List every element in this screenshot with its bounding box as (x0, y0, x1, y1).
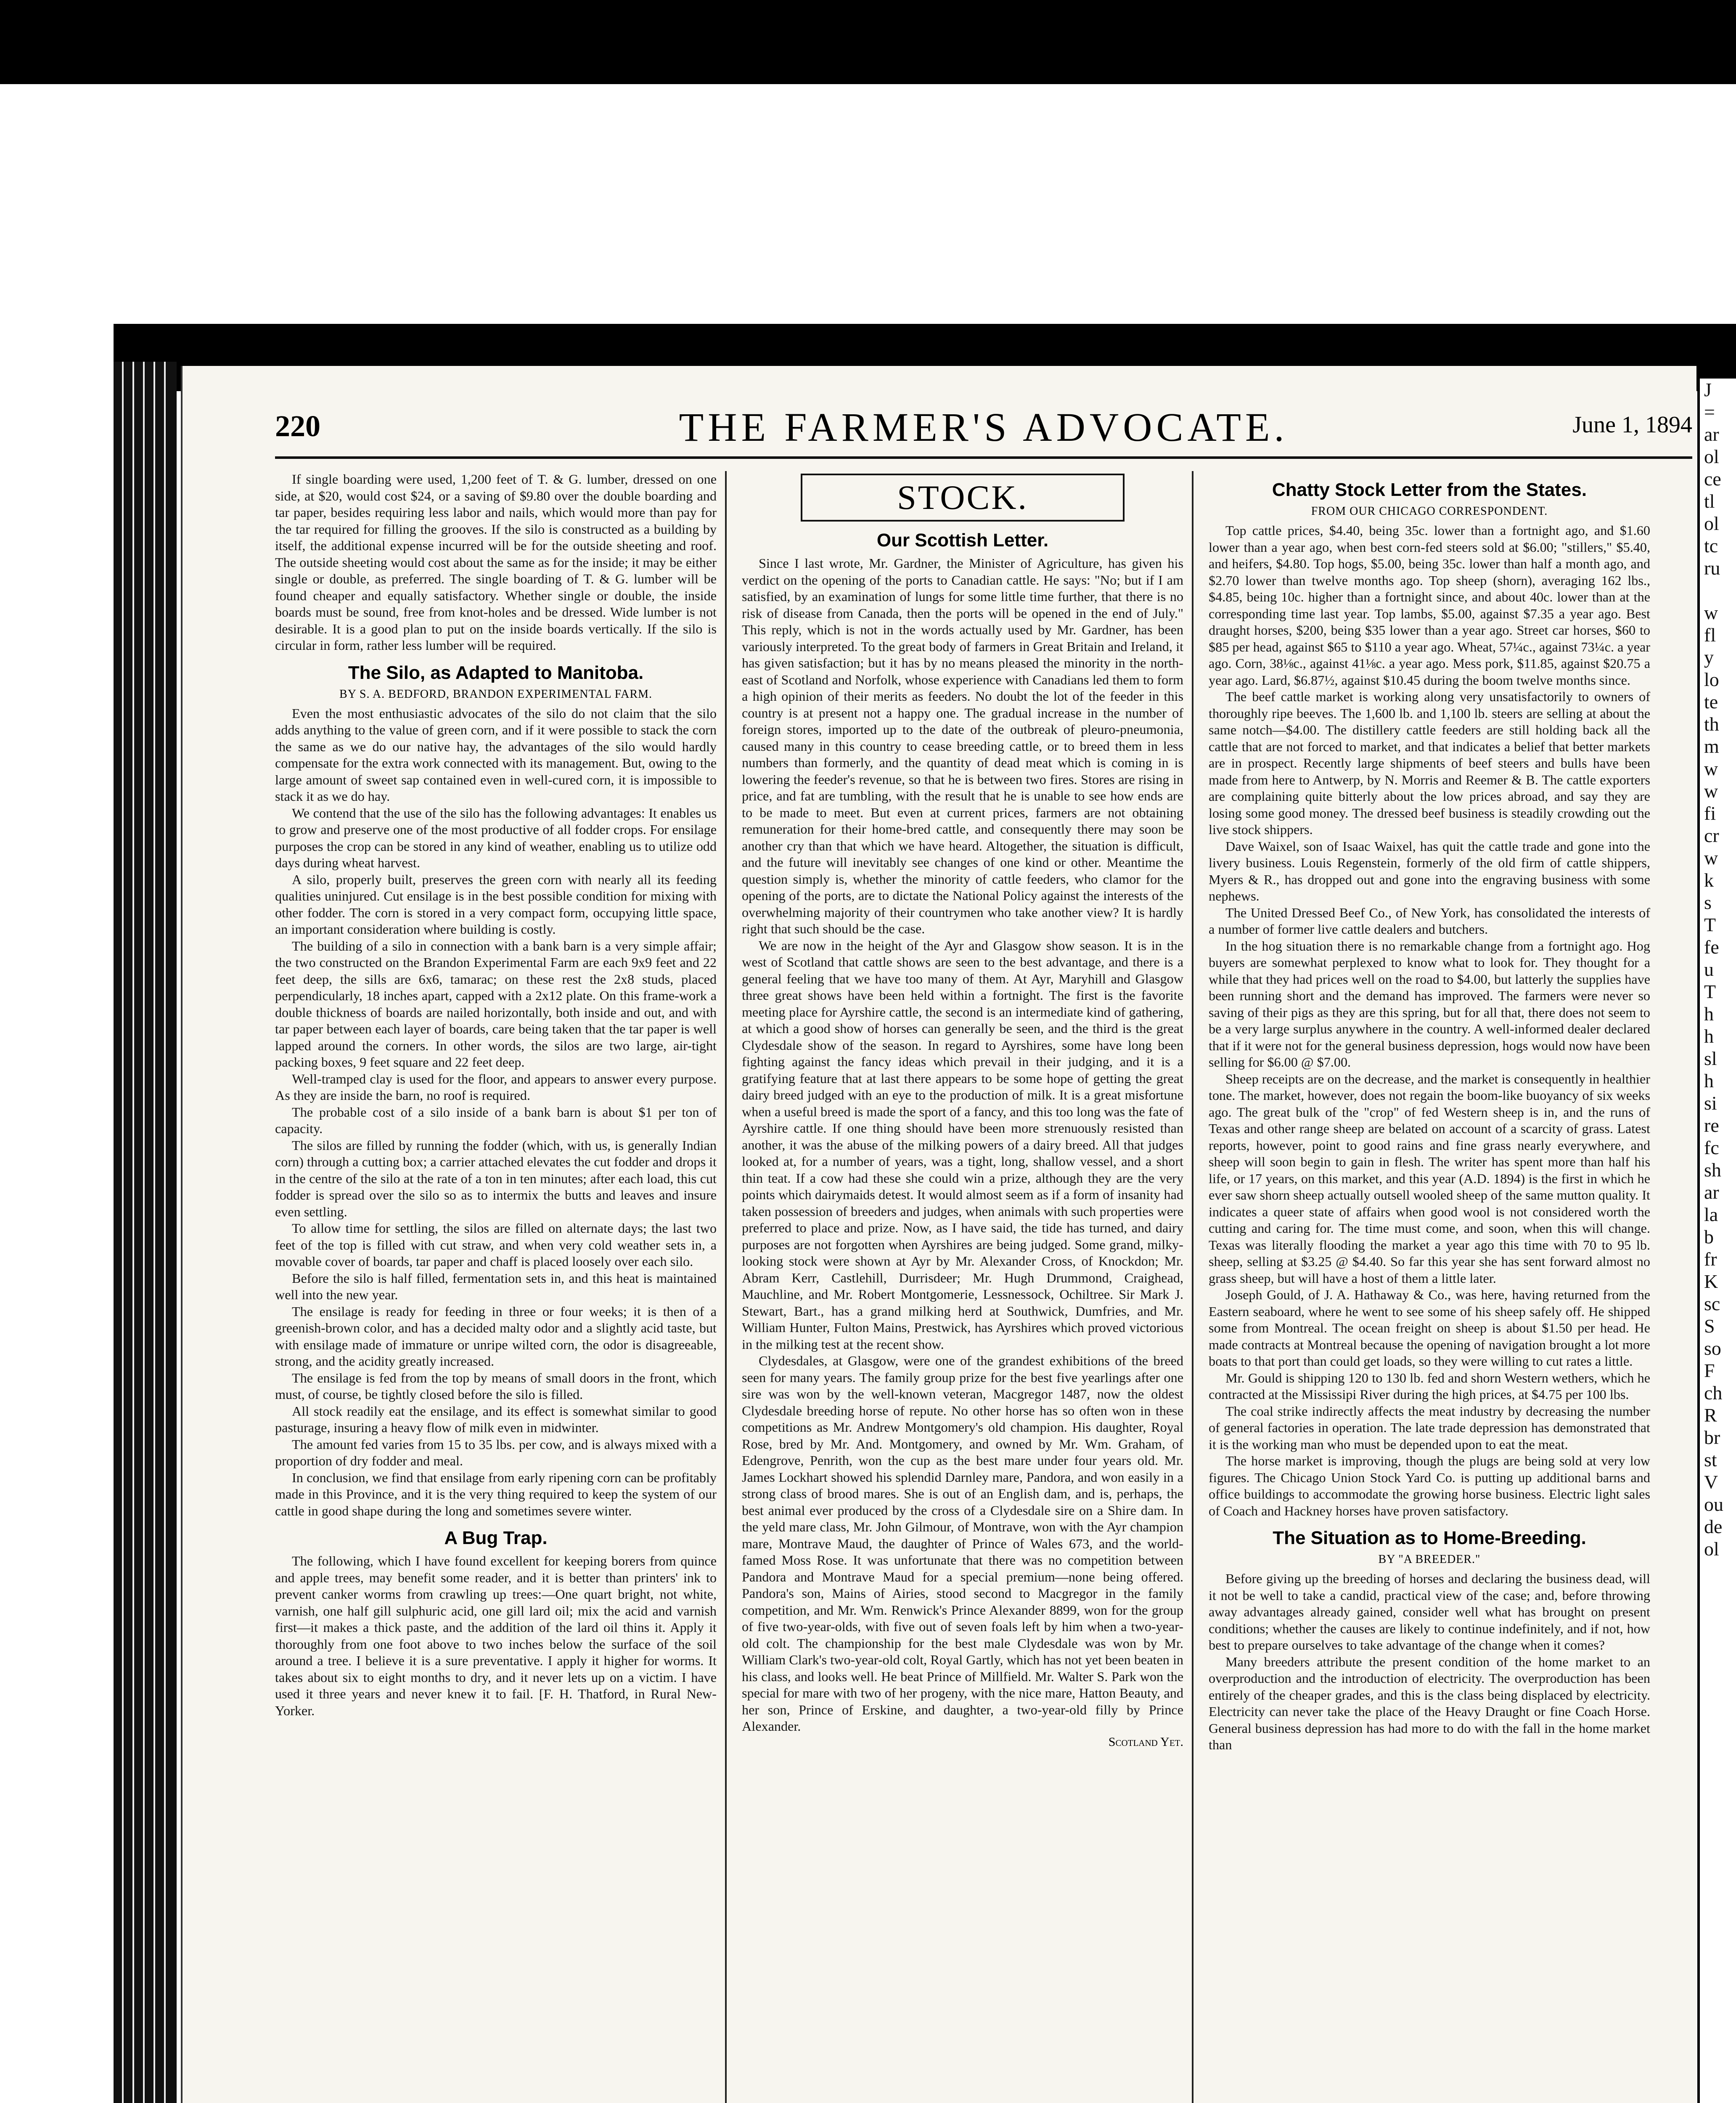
paragraph: Mr. Gould is shipping 120 to 130 lb. fed and shorn Western wethers, which he contracted at the Mississipi River during the high prices, at $4.75 per 100 lbs. (1209, 1370, 1650, 1402)
paragraph: In conclusion, we find that ensilage from early ripening corn can be profitably made in this Province, and it is the very thing required to keep the system of our cattle in good shape during the long and sometimes severe winter. (275, 1470, 717, 1518)
paragraph: Many breeders attribute the present condition of the home market to an overproduction and the introduction of electricity. The overproduction has been entirely of the cheaper grades, and this is the class being displaced by electricity. Electricity can never take the place of the Heavy Draught or fine Coach Horse. General business depression has had more to do with the fall in the home market than (1209, 1654, 1650, 1752)
paragraph: The probable cost of a silo inside of a bank barn is about $1 per ton of capacity. (275, 1104, 717, 1136)
paragraph: Well-tramped clay is used for the floor, and appears to answer every purpose. As they are inside the barn, no roof is required. (275, 1071, 717, 1103)
paragraph: The horse market is improving, though the plugs are being sold at very low figures. The Chicago Union Stock Yard Co. is putting up additional barns and office buildings to accommodate the growing horse business. Electric light sales of Coach and Hackney horses have proven satisfactory. (1209, 1453, 1650, 1518)
newspaper-page (181, 366, 1696, 2103)
article-heading: The Silo, as Adapted to Manitoba. (348, 662, 644, 683)
section-heading: STOCK. (801, 474, 1125, 522)
paragraph: The ensilage is ready for feeding in three or four weeks; it is then of a greenish-brown color, and has a decided malty odor and a slightly acid taste, but with ensilage made of immature or unripe wilted corn, the odor is disagreeable, strong, and the acidity greatly increased. (275, 1303, 717, 1369)
column-2 (742, 471, 1183, 2103)
article-heading: A Bug Trap. (444, 1528, 548, 1548)
paragraph: The silos are filled by running the fodder (which, with us, is generally Indian corn) through a cutting box; a carrier attached elevates the cut fodder and drops it in the centre of the silo at the rate of a ton in ten minutes; after each load, this cut fodder is spread over the silo so as to intermix the butts and leaves and insure even settling. (275, 1137, 717, 1219)
column-rule (725, 471, 727, 2103)
paragraph: If single boarding were used, 1,200 feet of T. & G. lumber, dressed on one side, at $20, would cost $24, or a saving of $9.80 over the double boarding and tar paper, besides requiring less labor and nails, which would more than pay for the tar required for filling the grooves. If the silo is constructed as a building by itself, the additional expense incurred will be for the outside sheeting and roof. The outside sheeting would cost about the same as for the inside; it may be either single or double, as preferred. The single boarding of T. & G. lumber will be found cheaper and equally satisfactory. Whether single or double, the inside boards must be sound, free from knot-holes and be dressed. Wide lumber is not desirable. It is a good plan to put on the inside boards vertically. If the silo is circular in form, rather less lumber will be required. (275, 471, 717, 653)
paragraph: Clydesdales, at Glasgow, were one of the grandest exhibitions of the breed seen for many years. The family group prize for the best five yearlings after one sire was won by the well-known veteran, Macgregor 1487, now the oldest Clydesdale breeding horse of repute. No other horse has so often won in these competitions as Mr. Andrew Montgomery's old champion. His daughter, Royal Rose, bred by Mr. And. Montgomery, and owned by Mr. Wm. Graham, of Edengrove, Penrith, won the cup as the best mare under four years old. Mr. James Lockhart showed his splendid Darnley mare, Pandora, and won easily in a strong class of brood mares. She is out of an English dam, and is, perhaps, the best animal ever produced by the cross of a Clydesdale sire on a Shire dam. In the yeld mare class, Mr. John Gilmour, of Montrave, won with the Ayr champion mare, Montrave Maud, the daughter of Prince of Wales 673, and the world-famed Moss Rose. It was unfortunate that there was no competition between Pandora and Montrave Maud for a special premium—none being offered. Pandora's son, Mains of Airies, stood second to Macgregor in the family competition, and Mr. Wm. Renwick's Prince Alexander 8899, won for the group of five two-year-olds, with five out of seven foals left by him when a two-year-old colt. The championship for the best male Clydesdale was won by Mr. William Clark's two-year-old colt, Royal Gartly, which has not yet been beaten in his class, and looks well. He beat Prince of Millfield. Mr. Walter S. Park won the special for mare with two of her progeny, with the nice mare, Hatton Beauty, and her son, Prince of Erskine, and daughter, a two-year-old filly by Prince Alexander. (742, 1353, 1183, 1734)
book-spine (114, 362, 177, 2103)
paragraph: The building of a silo in connection with a bank barn is a very simple affair; the two constructed on the Brandon Experimental Farm are each 9x9 feet and 22 feet deep, the sills are 6x6, tamarac; on these rest the 2x8 studs, placed perpendicularly, 18 inches apart, capped with a 2x12 plate. On this frame-work a double thickness of boards are nailed horizontally, both inside and out, and with tar paper between each layer of boards, care being taken that the tar paper is well lapped around the corners. In other words, the silos are two large, air-tight packing boxes, 9 feet square and 22 feet deep. (275, 938, 717, 1070)
page-number: 220 (275, 409, 320, 443)
paragraph: Sheep receipts are on the decrease, and the market is consequently in healthier tone. The market, however, does not regain the boom-like buoyancy of six weeks ago. The great bulk of the "crop" of fed Western sheep is in, and the runs of Texas and other range sheep are belated on account of a scarcity of grass. Latest reports, however, point to good rains and fine grass nearly everywhere, and sheep will soon begin to gain in flesh. The writer has spent more than half his life, or 17 years, on this market, and this year (A.D. 1894) is the first in which he ever saw shorn sheep actually outsell wooled sheep of the same mutton quality. It indicates a queer state of affairs when good wool is not considered worth the cutting and caring for. The time must come, and soon, when this will change. Texas was literally flooding the market a year ago this time with 70 to 95 lb. sheep, selling at $3.25 @ $4.40. So far this year she has sent forward almost no grass sheep, but will have a host of them a little later. (1209, 1071, 1650, 1286)
paragraph: A silo, properly built, preserves the green corn with nearly all its feeding qualities uninjured. Cut ensilage is in the best possible condition for mixing with other fodder. The corn is stored in a very compact form, occupying little space, an important consideration where building is costly. (275, 871, 717, 937)
paragraph: Before giving up the breeding of horses and declaring the business dead, will it not be well to take a candid, practical view of the case; and, before throwing away advantages already gained, consider well what has brought on present conditions; whether the causes are likely to continue indefinitely, and if not, how best to prepare ourselves to take advantage of the change when it comes? (1209, 1571, 1650, 1653)
paragraph: Top cattle prices, $4.40, being 35c. lower than a fortnight ago, and $1.60 lower than a year ago, when best corn-fed steers sold at $6.00; "stillers," $5.40, and heifers, $4.80. Top hogs, $5.00, being 35c. lower than half a month ago, and $2.70 lower than twelve months ago. Top sheep (shorn), averaging 162 lbs., $4.85, being 10c. higher than a fortnight since, and about 40c. lower than at the corresponding time last year. Top lambs, $5.00, against $7.35 a year ago. Best draught horses, $200, being $35 lower than a year ago. Street car horses, $60 to $85 per head, against $65 to $110 a year ago. Wheat, 57¼c., against 73¼c. a year ago. Corn, 38⅛c., against 41⅛c. a year ago. Mess pork, $11.85, against $20.75 a year ago. Lard, $6.87½, against $10.45 during the boom twelve months since. (1209, 523, 1650, 688)
paragraph: The coal strike indirectly affects the meat industry by decreasing the number of general factories in operation. The late trade depression has demonstrated that it is the working man who must be depended upon to eat the meat. (1209, 1403, 1650, 1452)
article-heading: Chatty Stock Letter from the States. (1272, 479, 1587, 500)
byline: BY "A BREEDER." (1378, 1553, 1481, 1566)
paragraph: Joseph Gould, of J. A. Hathaway & Co., was here, having returned from the Eastern seaboard, where he went to see some of his sheep safely off. He shipped some from Montreal. The ocean freight on sheep is about $1.50 per head. He made contracts at Montreal because the opening of navigation brought a lot more boats to that port than could get loads, so they were willing to cut rates a little. (1209, 1287, 1650, 1369)
paragraph: The beef cattle market is working along very unsatisfactorily to owners of thoroughly ripe beeves. The 1,600 lb. and 1,100 lb. steers are selling at about the same notch—$4.00. The distillery cattle feeders are still holding back all the cattle that are not forced to market, and that indicates a belief that better markets are in prospect. Recently large shipments of beef steers and bulls have been made from here to Antwerp, by N. Morris and Reemer & B. The cattle exporters are complaining quite bitterly about the low prices abroad, and say they are losing some good money. The dressed beef business is steadily crowding out the live stock shippers. (1209, 689, 1650, 837)
paragraph: The ensilage is fed from the top by means of small doors in the front, which must, of course, be tightly closed before the silo is filled. (275, 1370, 717, 1402)
column-1 (275, 471, 717, 2103)
paragraph: To allow time for settling, the silos are filled on alternate days; the last two feet of the top is filled with cut straw, and when very cold weather sets in, a movable cover of boards, tar paper and chaff is placed loosely over each silo. (275, 1221, 717, 1269)
article-heading: Our Scottish Letter. (876, 530, 1049, 551)
column-rule (1192, 471, 1194, 2103)
paragraph: The amount fed varies from 15 to 35 lbs. per cow, and is always mixed with a proportion of dry fodder and meal. (275, 1436, 717, 1468)
publication-title: THE FARMER'S ADVOCATE. (679, 405, 1289, 450)
paragraph: Before the silo is half filled, fermentation sets in, and this heat is maintained well into the new year. (275, 1270, 717, 1302)
paragraph: The United Dressed Beef Co., of New York, has consolidated the interests of a number of former live cattle dealers and butchers. (1209, 905, 1650, 937)
facing-page-edge (1697, 379, 1736, 2103)
issue-date: June 1, 1894 (1572, 412, 1692, 438)
paragraph: All stock readily eat the ensilage, and its effect is somewhat similar to good pasturage, insuring a heavy flow of milk even in midwinter. (275, 1403, 717, 1435)
column-3 (1209, 471, 1650, 2103)
masthead-rule (275, 456, 1692, 459)
signature: Scotland Yet. (1108, 1735, 1183, 1749)
byline: BY S. A. BEDFORD, BRANDON EXPERIMENTAL FARM. (339, 687, 652, 701)
masthead (275, 404, 1692, 454)
facing-page-text: J = ar ol ce tl ol tc ru w fl y lo te th m w w fi cr w k s T fe u T h h sl h si re fc sh ar la b fr K sc S so F ch R br st V ou de ol (1704, 379, 1723, 1560)
paragraph: The following, which I have found excellent for keeping borers from quince and apple trees, may benefit some reader, and it is better than printers' ink to prevent canker worms from crawling up trees:—One quart bright, not white, varnish, one half gill sulphuric acid, one gill lard oil; mix the acid and varnish first—it makes a thick paste, and the addition of the lard oil thins it. Apply it thoroughly from one foot above to two inches below the surface of the soil around a tree. I believe it is a sure preventative. I apply it higher for worms. It takes about six to eight months to dry, and it never lets up on a victim. I have used it three years and never knew it to fail. [F. H. Thatford, in Rural New-Yorker. (275, 1553, 717, 1718)
article-heading: The Situation as to Home-Breeding. (1273, 1528, 1586, 1548)
paragraph: We contend that the use of the silo has the following advantages: It enables us to grow and preserve one of the most productive of all fodder crops. For ensilage purposes the crop can be stored in any kind of weather, enabling us to utilize odd days during wheat harvest. (275, 805, 717, 870)
paragraph: Since I last wrote, Mr. Gardner, the Minister of Agriculture, has given his verdict on the opening of the ports to Canadian cattle. He says: "No; but if I am satisfied, by an examination of lungs for some little time further, that there is no risk of disease from Canada, then the ports will be opened in the end of July." This reply, which is not in the words actually used by Mr. Gardner, has been variously interpreted. To the great body of farmers in Great Britain and Ireland, it has given satisfaction; but it has by no means pleased the minority in the north-east of Scotland and Norfolk, whose experience with Canadians led them to form a high opinion of their merits as feeders. No doubt the lot of the feeder in this country is at present not a happy one. The gradual increase in the number of foreign stores, imported up to the date of the outbreak of pleuro-pneumonia, caused many in this country to cease breeding cattle, or to breed them in less numbers than formerly, and the quantity of dead meat which is coming in is lowering the feeder's revenue, so that he is between two fires. Stores are rising in price, and fat are tumbling, with the result that he is unable to see how ends are to be made to meet. But even at current prices, farmers are not obtaining remuneration for their home-bred cattle, and consequently there may soon be another cry than that which we have heard. Altogether, the situation is difficult, and the future will inevitably see changes of one kind or other. Meantime the question simply is, whether the minority of cattle feeders, who clamor for the opening of the ports, are to dictate the National Policy against the interests of the overwhelming majority of their countrymen who take another view? It is hardly right that such should be the case. (742, 556, 1183, 936)
byline: FROM OUR CHICAGO CORRESPONDENT. (1311, 505, 1548, 518)
paragraph: We are now in the height of the Ayr and Glasgow show season. It is in the west of Scotland that cattle shows are seen to the best advantage, and there is a general feeling that we have too many of them. At Ayr, Maryhill and Glasgow three great shows have been held within a fortnight. The first is the favorite meeting place for Ayrshire cattle, the second is an intermediate kind of gathering, at which a good show of horses can generally be seen, and the third is the great Clydesdale show of the season. In regard to Ayrshires, some have long been fighting against the fancy ideas which prevail in their judging, and it is a gratifying feature that at last there appears to be some hope of getting the great dairy breed judged with an eye to the production of milk. It is a great misfortune when a useful breed is made the sport of a fancy, and this too long was the fate of Ayrshire cattle. If one thing should have been more strenuously resisted than another, it was the abuse of the milking powers of a dairy breed. All that judges looked at, for a number of years, was a tight, long, shallow vessel, and a short thin teat. If a cow had these she could win a prize, although they are the very points which dairymaids detest. It would almost seem as if a form of insanity had taken possession of breeders and judges, when animals with such properties were preferred to place and prize. Now, as I have said, the tide has turned, and dairy purposes are not forgotten when Ayrshires are being judged. Some grand, milky-looking stock were shown at Ayr by Mr. Alexander Cross, of Knockdon; Mr. Abram Kerr, Castlehill, Durrisdeer; Mr. Hugh Drummond, Craighead, Mauchline, and Mr. Robert Montgomerie, Lessnessock, Ochiltree. Sir Mark J. Stewart, Bart., has a grand milking herd at Southwick, Dumfries, and Mr. William Hunter, Fulton Mains, Prestwick, has Ayrshires which proved victorious in the milking test at the recent show. (742, 938, 1183, 1352)
paragraph: In the hog situation there is no remarkable change from a fortnight ago. Hog buyers are somewhat perplexed to know what to look for. They thought for a while that they had prices well on the road to $4.00, but latterly the supplies have been running short and the demand has improved. The farmers were never so saving of their pigs as they are this spring, but for all that, there does not seem to be a very large surplus anywhere in the country. A well-informed dealer declared that if it were not for the general business depression, hogs would now have been selling for $6.00 @ $7.00. (1209, 938, 1650, 1070)
paragraph: Even the most enthusiastic advocates of the silo do not claim that the silo adds anything to the value of green corn, and if it were possible to stack the corn the same as we do our native hay, the advantages of the silo would hardly compensate for the extra work connected with its management. But, owing to the large amount of sweet sap contained even in well-cured corn, it is impossible to stack it as we do hay. (275, 705, 717, 804)
scan-border-top (0, 0, 1736, 84)
paragraph: Dave Waixel, son of Isaac Waixel, has quit the cattle trade and gone into the livery business. Louis Regenstein, formerly of the old firm of cattle shippers, Myers & R., has dropped out and gone into the engraving business with some nephews. (1209, 838, 1650, 903)
